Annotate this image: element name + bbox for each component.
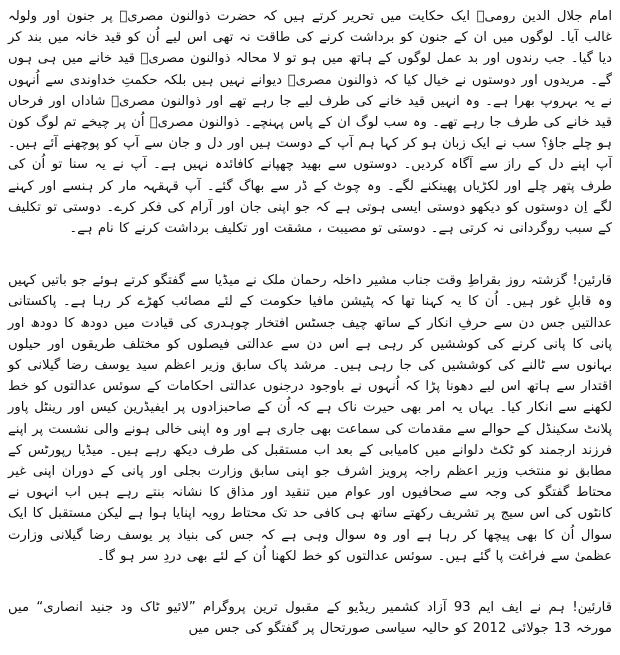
article-paragraph-rumi-tale: امام جلال الدین رومیؒ ایک حکایت میں تحریر کرتے ہیں کہ حضرت ذوالنون مصریؒ پر جنون اور ولولہ غالب آیا۔ لوگوں میں ان کے جنون کو برداشت کرنے کی طاقت نہ تھی اس لیے اُن کو قید خانہ میں بند کر دیا گیا۔ جب رندوں اور بد عمل لوگوں کے ہاتھ میں ہو تو لا محالہ ذوالنون مصریؒ قید خانے میں ہی ہوں گے۔ مریدوں اور دوستوں نے خیال کیا کہ ذوالنون مصریؒ دیوانے نہیں ہیں بلکہ حکمتِ خداوندی سے اُنہوں نے یہ بہروپ بھرا ہے۔ وہ انہیں قید خانے کی طرف لیے جا رہے تھے اور ذوالنون مصریؒ شاداں اور فرحاں قید خانے کی طرف جا رہے تھے۔ وہ سب لوگ ان کے پاس پہنچے۔ ذوالنون مصریؒ اُن پر چیخے تم لوگ کون ہو چلے جاؤ؟ سب نے ایک زبان ہو کر کہا ہم آپ کے دوست ہیں اور دل و جان سے آپ کو پوچھنے آئے ہیں۔ آپ اپنے دل کے راز سے آگاہ کردیں۔ دوستوں سے بھید چھپانے کافائدہ نہیں ہے۔ آپ نے یہ سنا تو اُن کی طرف پتھر چلے اور لکڑیاں پھینکنے لگے۔ وہ چوٹ کے ڈر سے بھاگ گئے۔ آپ قہقہہ مار کر ہنسے اور کہنے لگے اِن دوستوں کو دیکھو دوستی ایسی ہوتی ہے کہ جو اپنی جان اور آرام کی فکر کرے۔ دوستی تو تکلیف کے سبب روگردانی نہ کرتی ہے۔ دوستی تو مصیبت ، مشقت اور تکلیف برداشت کرنے کا نام ہے۔ [8,9,612,237]
urdu-column-article [8,6,612,639]
article-paragraph-radio-program: قارئین! ہم نے ایف ایم 93 آزاد کشمیر ریڈیو کے مقبول ترین پروگرام ”لائیو ٹاک ود جنید انصاری“ میں مورخہ 13 جولائی 2012 کو حالیہ سیاسی صورتحال پر گفتگو کی جس میں [8,600,613,637]
article-paragraph-political-commentary: قارئین! گزشتہ روز بقراطِ وقت جناب مشیر داخلہ رحمان ملک نے میڈیا سے گفتگو کرتے ہوئے جو باتیں کہیں وہ قابلِ غور ہیں۔ اُن کا یہ کہنا تھا کہ پٹیشن مافیا حکومت کے لئے مصائب کھڑے کر رہا ہے۔ پاکستانی عدالتیں جس دن سے حرفِ انکار کے ساتھ چیف جسٹس افتخار چوہدری کی قیادت میں دودھ کا دودھ اور پانی کا پانی کرنے کی کوششیں کر رہی ہے اس دن سے عدالتی فیصلوں کو مختلف طریقوں اور حیلوں بہانوں سے ٹالنے کی کوششیں کی جا رہی ہیں۔ مرشد پاک سابق وزیر اعظم سید یوسف رضا گیلانی کو اقتدار سے ہاتھ اس لیے دھونا پڑا کہ اُنہوں نے باوجود درجنوں عدالتی احکامات کے سوئس عدالتوں کو خط لکھنے سے انکار کیا۔ یہاں یہ امر بھی حیرت ناک ہے کہ اُن کے صاحبزادوں پر ایفیڈرین کیس اور رینٹل پاور پلانٹ سکینڈل کے حوالے سے مقدمات کی سماعت بھی جاری ہے اور وہ اپنی خالی ہونے والی نشست پر اپنے فرزند ارجمند کو ٹکٹ دلوانے میں کامیابی کے بعد اب مستقبل کی طرف دیکھ رہے ہیں۔ میڈیا رپورٹس کے مطابق نو منتخب وزیر اعظم راجہ پرویز اشرف جو اپنی سابق وزارت بجلی اور پانی کے دوران اپنی غیر محتاط گفتگو کی وجہ سے صحافیوں اور عوام میں تنقید اور مذاق کا نشانہ بنتے رہے ہیں اب انہوں نے کانٹوں کی اس سیج پر تشریف رکھتے ساتھ ہی کافی حد تک محتاط رویہ اپنایا ہوا ہے لیکن مستقبل کا ایک سوال اُن کا بھی پیچھا کر رہا ہے اور وہ سوال وہی ہے کہ جس کی بنیاد پر یوسف رضا گیلانی وزارت عظمیٰ سے فراغت پا گئے ہیں۔ سوئس عدالتوں کو خط لکھنا اُن کے لئے بھی دردِ سر ہو گا۔ [8,273,612,564]
